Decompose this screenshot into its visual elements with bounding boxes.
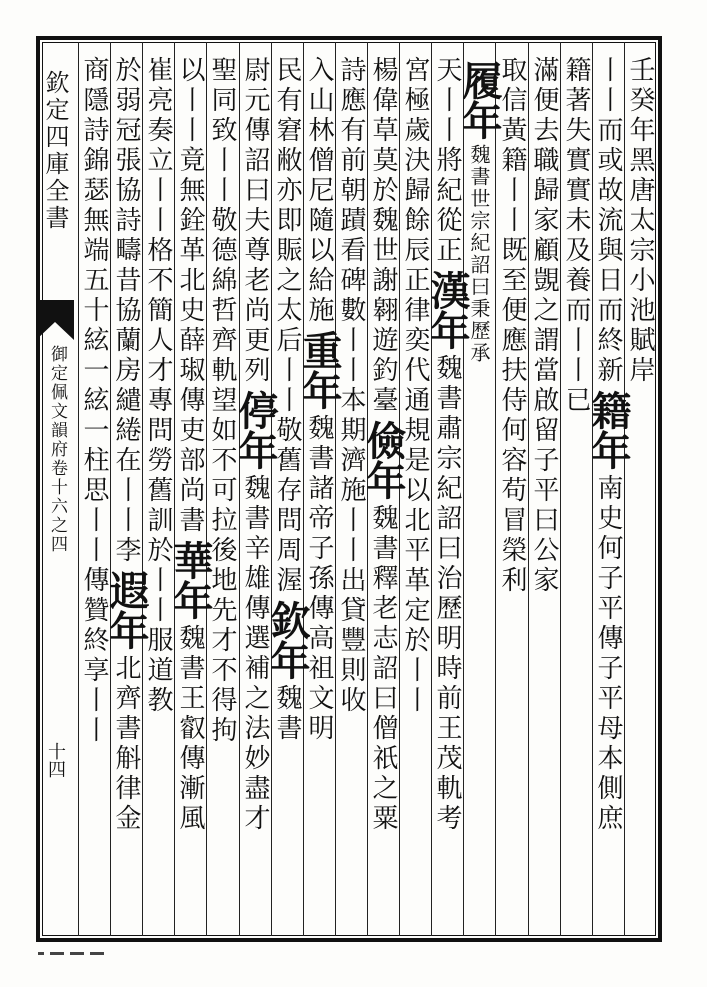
headword: 欽年 [264, 600, 311, 680]
headword: 履年 [456, 60, 503, 140]
headword: 停年 [232, 390, 279, 470]
column-text: 丨丨而或故流與日而終新 [593, 56, 623, 386]
column-text: 魏書辛雄傳選補之法妙盡才 [240, 474, 270, 834]
volume-name: 御定佩文韻府 [47, 345, 67, 459]
volume-title [44, 345, 68, 554]
column-text: 魏書世宗紀詔曰秉歷承 [467, 144, 491, 364]
column-text: 南史何子平傳子平母本側庶 [593, 474, 623, 834]
headword: 重年 [296, 330, 343, 410]
column-text: 取信黃籍丨丨既至便應扶侍何容苟冒榮利 [497, 56, 527, 596]
column-text: 聖同致丨丨敬德綿哲齊軌 [207, 56, 237, 386]
column-text: 望如不可拉後地先才不得拘 [207, 386, 237, 746]
column-text: 壬癸年黑唐太宗小池賦岸 [625, 56, 655, 386]
column-text: 以丨丨竟無銓革北史薛琡傳吏部尚書 [175, 56, 205, 536]
column-text: 魏書肅宗紀詔曰治歷明時前王茂軌考 [432, 354, 462, 834]
headword: 儉年 [360, 420, 407, 500]
page-number: 十四 [45, 742, 66, 778]
column-text: 於弱冠張協詩疇昔協蘭房繾綣在丨丨李 [111, 56, 141, 566]
column-text: 魏書諸帝子孫傳高祖文明 [304, 414, 334, 744]
column-text: 詩應有前朝蹟看碑數丨丨 [336, 56, 366, 386]
column-text: 民有窘敝亦即賑之 [272, 56, 302, 296]
footer-mark [36, 948, 116, 960]
column-text: 籍著失實實未及養而丨丨已 [561, 56, 591, 416]
headword: 遐年 [103, 570, 150, 650]
text-column [75, 56, 113, 926]
column-text: 本期濟施丨丨出貸豐則收 [336, 386, 366, 716]
column-text: 魏書 [272, 684, 302, 744]
column-text: 傳贊終享丨丨 [79, 566, 109, 746]
column-text: 尉元傳詔曰夫尊老尚更列 [240, 56, 270, 386]
text-column [232, 56, 279, 926]
fishtail-mark-icon [36, 300, 74, 340]
book-title: 欽定四庫全書 [41, 70, 69, 232]
column-text: 滿便去職歸家顧覬之謂當啟留子平曰公家 [529, 56, 559, 596]
text-column [493, 56, 531, 926]
column-text: 太后丨丨敬舊存問周渥 [272, 296, 302, 596]
column-text: 崔亮奏立丨丨格不簡人才專問勞舊 [143, 56, 173, 506]
chapter-label: 卷十六之四 [47, 459, 67, 554]
headword: 籍年 [585, 390, 632, 470]
headword: 漢年 [424, 270, 471, 350]
column-text: 魏書王叡傳漸風 [175, 624, 205, 834]
column-text: 魏書釋老志詔曰僧祇之粟 [368, 504, 398, 834]
column-text: 楊偉草莫於魏世謝翱遊釣臺 [368, 56, 398, 416]
column-text: 入山林僧尼隨以給施 [304, 56, 334, 326]
headword: 華年 [167, 540, 214, 620]
column-text: 宮極歲決歸餘辰正律奕代通規是以北平革定於丨丨 [400, 56, 430, 716]
column-text: 天丨丨將紀從正 [432, 56, 462, 266]
column-text: 商隱詩錦瑟無端五十絃一絃一柱思丨丨 [79, 56, 109, 566]
column-text: 訓於丨丨服道教 [143, 506, 173, 716]
column-text: 北齊書斛律金 [111, 654, 141, 834]
